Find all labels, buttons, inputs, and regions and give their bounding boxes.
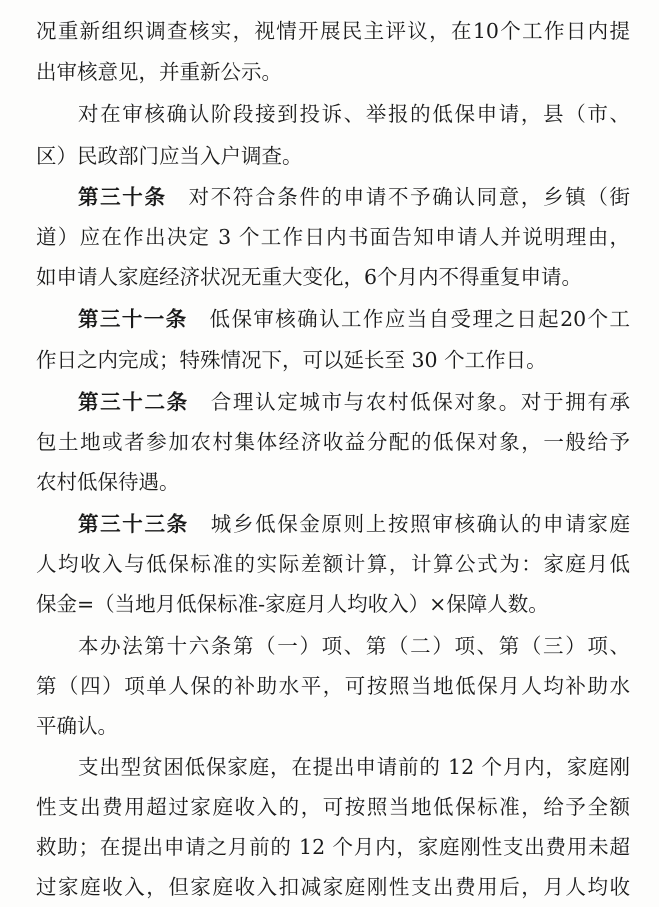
text-line: 救助；在提出申请之月前的 12 个月内，家庭刚性支出费用未超: [36, 835, 630, 859]
article-heading: 第三十一条: [78, 307, 188, 331]
text-line: 农村低保待遇。: [36, 470, 180, 494]
text-line: 第三十三条 城乡低保金原则上按照审核确认的申请家庭: [78, 512, 630, 536]
text-line: 支出型贫困低保家庭，在提出申请前的 12 个月内，家庭刚: [78, 755, 630, 779]
text-line: 对在审核确认阶段接到投诉、举报的低保申请，县（市、: [78, 102, 630, 126]
text-line: 包土地或者参加农村集体经济收益分配的低保对象，一般给予: [36, 430, 630, 454]
text-line: 第三十条 对不符合条件的申请不予确认同意，乡镇（街: [78, 185, 630, 209]
text-line: 人均收入与低保标准的实际差额计算，计算公式为：家庭月低: [36, 552, 630, 576]
text-line: 平确认。: [36, 714, 118, 738]
text-line: 作日之内完成；特殊情况下，可以延长至 30 个工作日。: [36, 348, 547, 372]
text-line: 第（四）项单人保的补助水平，可按照当地低保月人均补助水: [36, 674, 630, 698]
article-heading: 第三十三条: [78, 512, 189, 536]
article-heading: 第三十二条: [78, 390, 189, 414]
text-line: 出审核意见，并重新公示。: [36, 60, 282, 84]
text-line: 如申请人家庭经济状况无重大变化，6个月内不得重复申请。: [36, 265, 583, 289]
text-line: 过家庭收入，但家庭收入扣减家庭刚性支出费用后，月人均收: [36, 875, 630, 899]
text-line: 本办法第十六条第（一）项、第（二）项、第（三）项、: [78, 634, 630, 658]
text-line: 区）民政部门应当入户调查。: [36, 144, 303, 168]
text-line: 第三十二条 合理认定城市与农村低保对象。对于拥有承: [78, 390, 630, 414]
text-line: 道）应在作出决定 3 个工作日内书面告知申请人并说明理由，: [36, 225, 630, 249]
text-line: 保金=（当地月低保标准-家庭月人均收入）×保障人数。: [36, 592, 549, 616]
text-line: 性支出费用超过家庭收入的，可按照当地低保标准，给予全额: [36, 795, 630, 819]
article-heading: 第三十条: [78, 185, 167, 209]
text-line: 第三十一条 低保审核确认工作应当自受理之日起20个工: [78, 307, 630, 331]
text-line: 况重新组织调查核实，视情开展民主评议，在10个工作日内提: [36, 19, 630, 43]
